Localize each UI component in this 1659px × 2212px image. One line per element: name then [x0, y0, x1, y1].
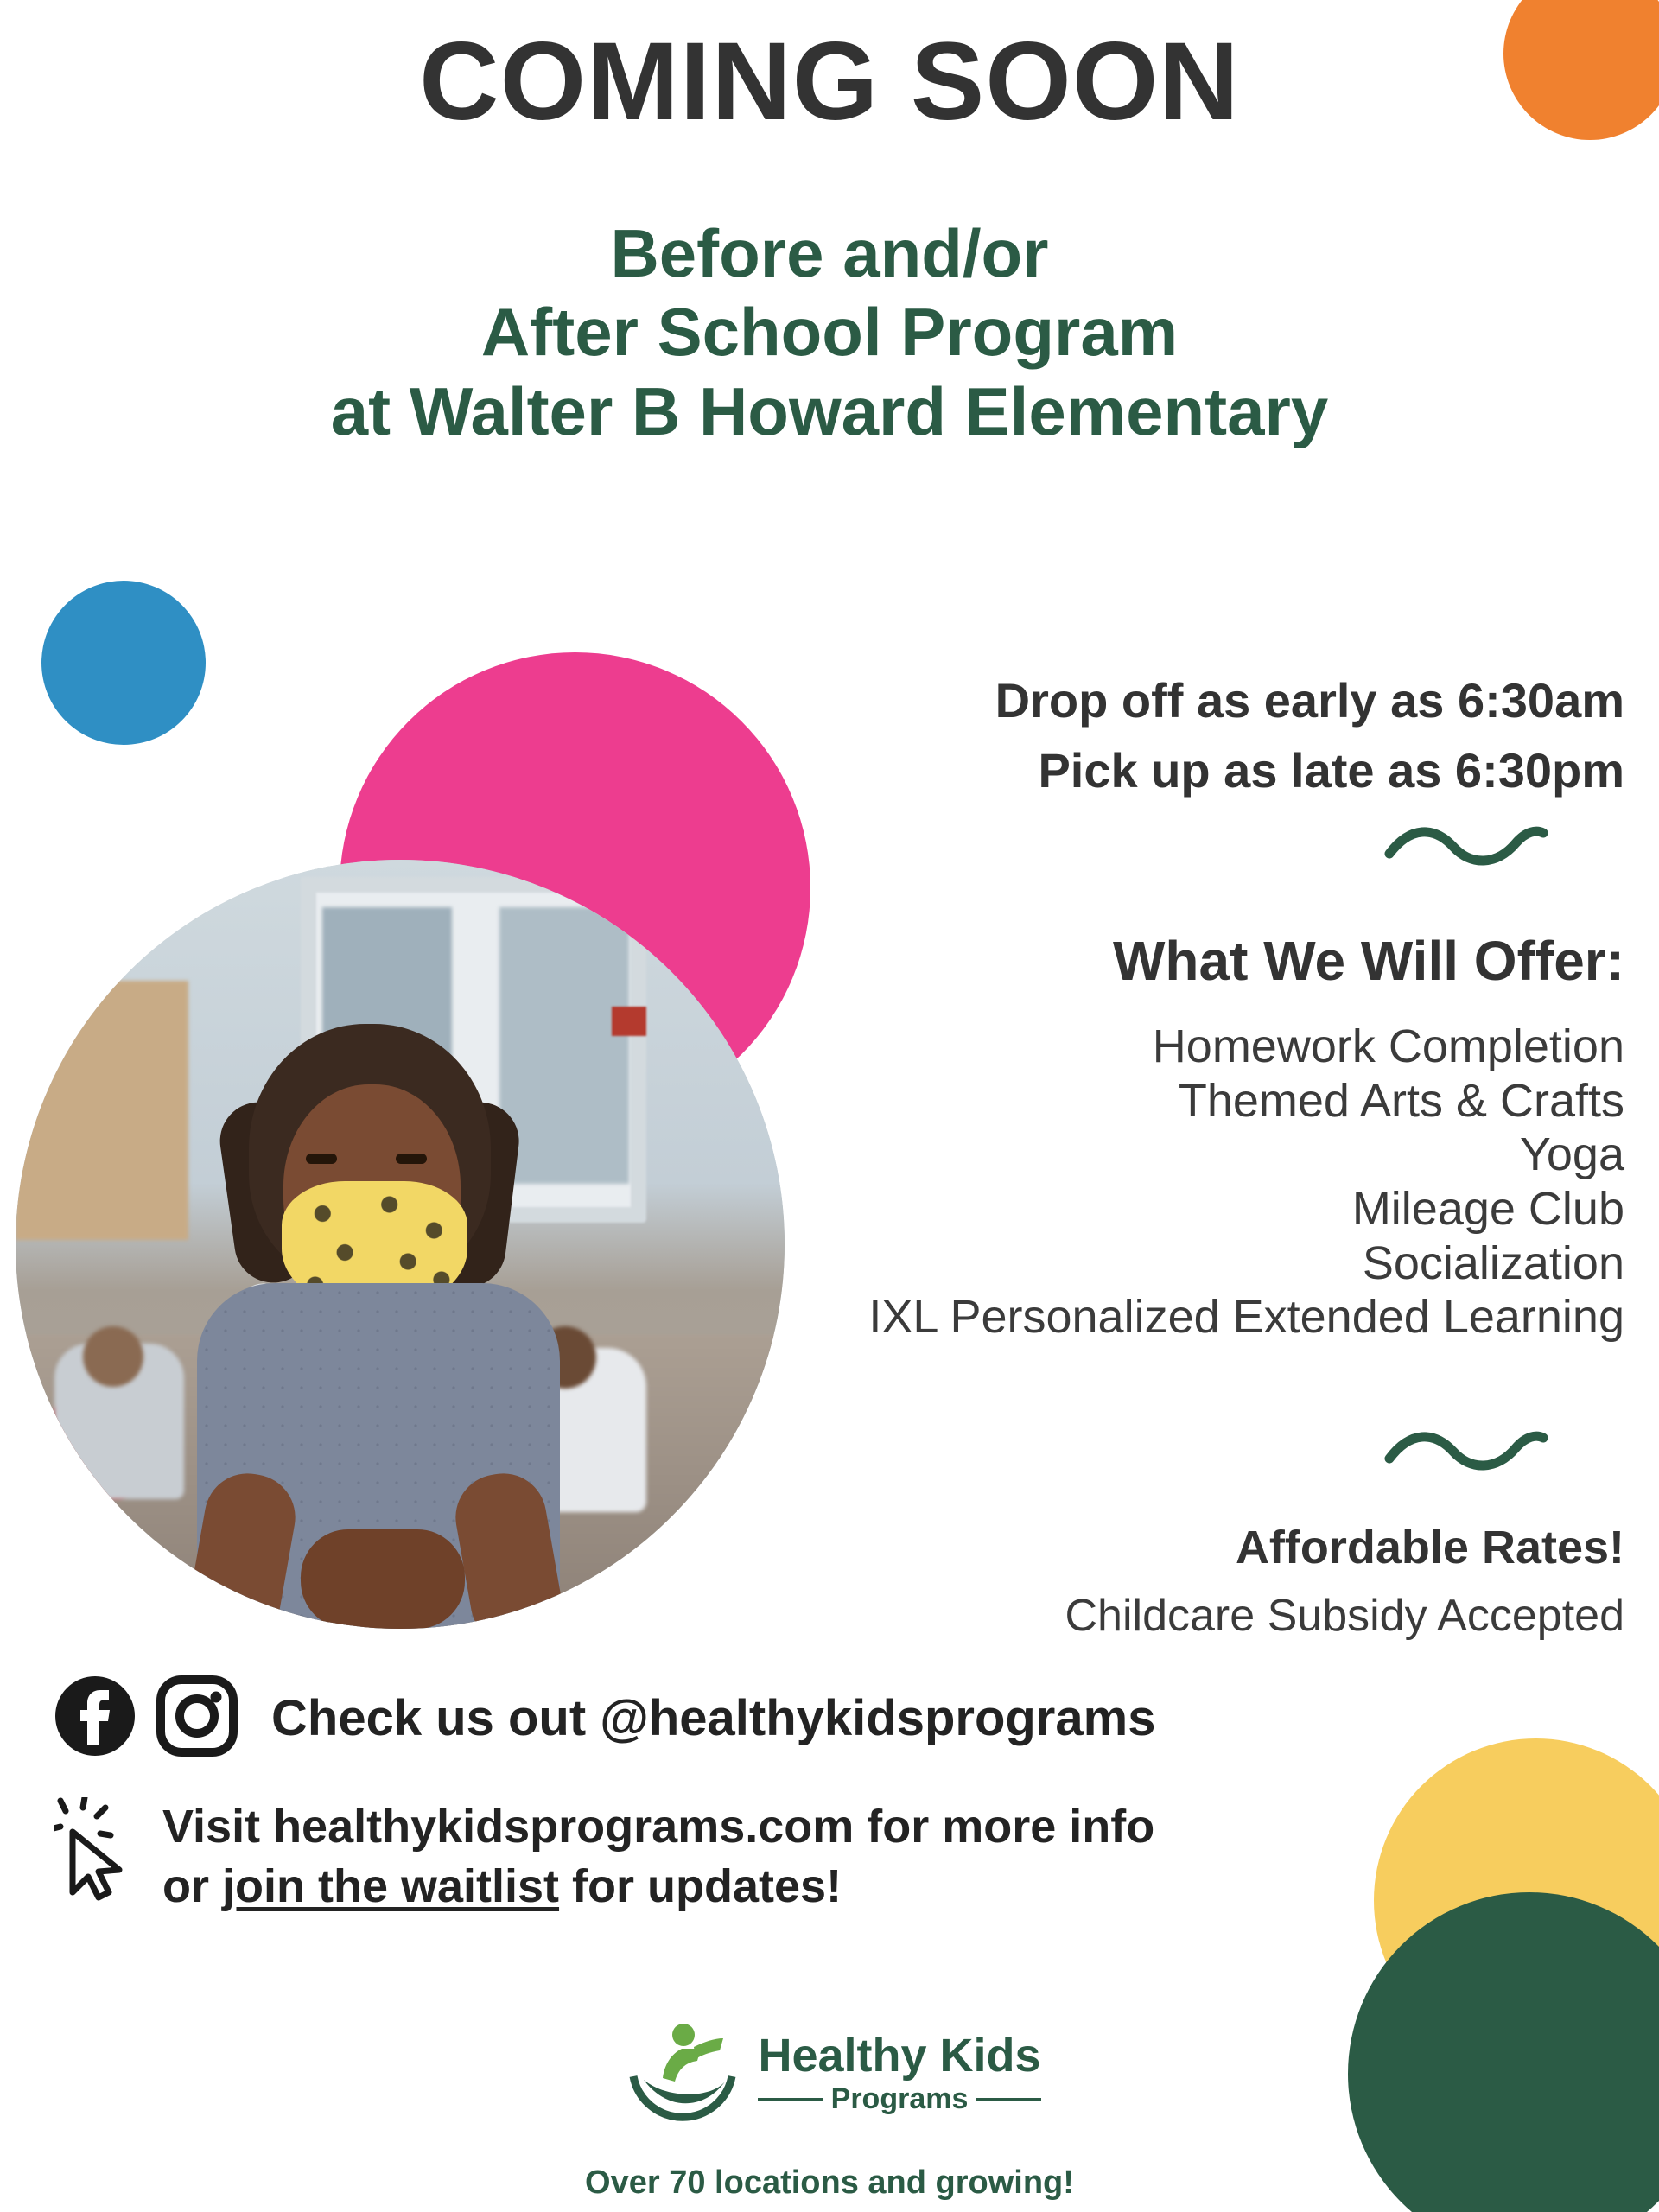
list-item: IXL Personalized Extended Learning: [868, 1291, 1624, 1344]
student-eye-left: [306, 1154, 337, 1164]
subheadline-line-2: After School Program: [480, 294, 1179, 371]
visit-line-2-prefix: or: [162, 1860, 223, 1913]
photo-background-child-left-head: [83, 1326, 143, 1387]
squiggle-divider-icon: [1384, 1426, 1548, 1478]
logo-sub-wrap: [758, 2082, 1040, 2116]
logo-sub: Programs: [830, 2082, 969, 2115]
social-handle-text: Check us out @healthykidsprograms: [271, 1690, 1156, 1746]
offer-heading: What We Will Offer:: [1113, 930, 1624, 992]
tagline: Over 70 locations and growing!: [585, 2164, 1074, 2201]
brand-footer: [0, 2009, 1659, 2202]
student-eye-right: [396, 1154, 427, 1164]
rates-heading: Affordable Rates!: [1235, 1522, 1624, 1573]
visit-text: [162, 1797, 1154, 1916]
student-photo: [16, 860, 785, 1629]
visit-line-2: [162, 1857, 1154, 1916]
cursor-click-icon: [54, 1797, 137, 1905]
waitlist-link[interactable]: join the waitlist: [222, 1860, 560, 1913]
social-row: [54, 1675, 1155, 1762]
facebook-icon[interactable]: [54, 1675, 137, 1762]
program-hours: [709, 665, 1624, 805]
subsidy-note: Childcare Subsidy Accepted: [1065, 1591, 1624, 1641]
logo-wordmark: [758, 2029, 1041, 2116]
subheadline: [0, 214, 1659, 451]
logo-name: Healthy Kids: [758, 2029, 1041, 2082]
visit-row: [54, 1797, 1154, 1916]
pick-up-time: Pick up as late as 6:30pm: [1038, 743, 1624, 798]
photo-foreground-student: [145, 1024, 629, 1629]
drop-off-time: Drop off as early as 6:30am: [995, 673, 1624, 728]
list-item: Homework Completion: [1152, 1020, 1624, 1072]
squiggle-divider-icon: [1384, 821, 1548, 873]
visit-line-2-suffix: for updates!: [559, 1860, 842, 1913]
page-title: COMING SOON: [419, 20, 1240, 143]
healthy-kids-logo: [618, 2009, 1040, 2139]
list-item: Mileage Club: [1351, 1182, 1624, 1235]
visit-line-1: Visit healthykidsprograms.com for more info: [162, 1801, 1155, 1853]
list-item: Socialization: [1362, 1236, 1624, 1289]
logo-rule-right: [976, 2098, 1040, 2101]
instagram-icon[interactable]: [156, 1675, 238, 1762]
subheadline-line-1: Before and/or: [610, 215, 1049, 291]
student-hands: [301, 1529, 465, 1629]
list-item: Themed Arts & Crafts: [1178, 1074, 1624, 1127]
subheadline-line-3: at Walter B Howard Elementary: [330, 372, 1329, 449]
logo-mark-icon: [618, 2009, 747, 2139]
decorative-circle-blue: [41, 581, 206, 745]
logo-rule-left: [758, 2098, 822, 2101]
list-item: Yoga: [1519, 1128, 1624, 1181]
